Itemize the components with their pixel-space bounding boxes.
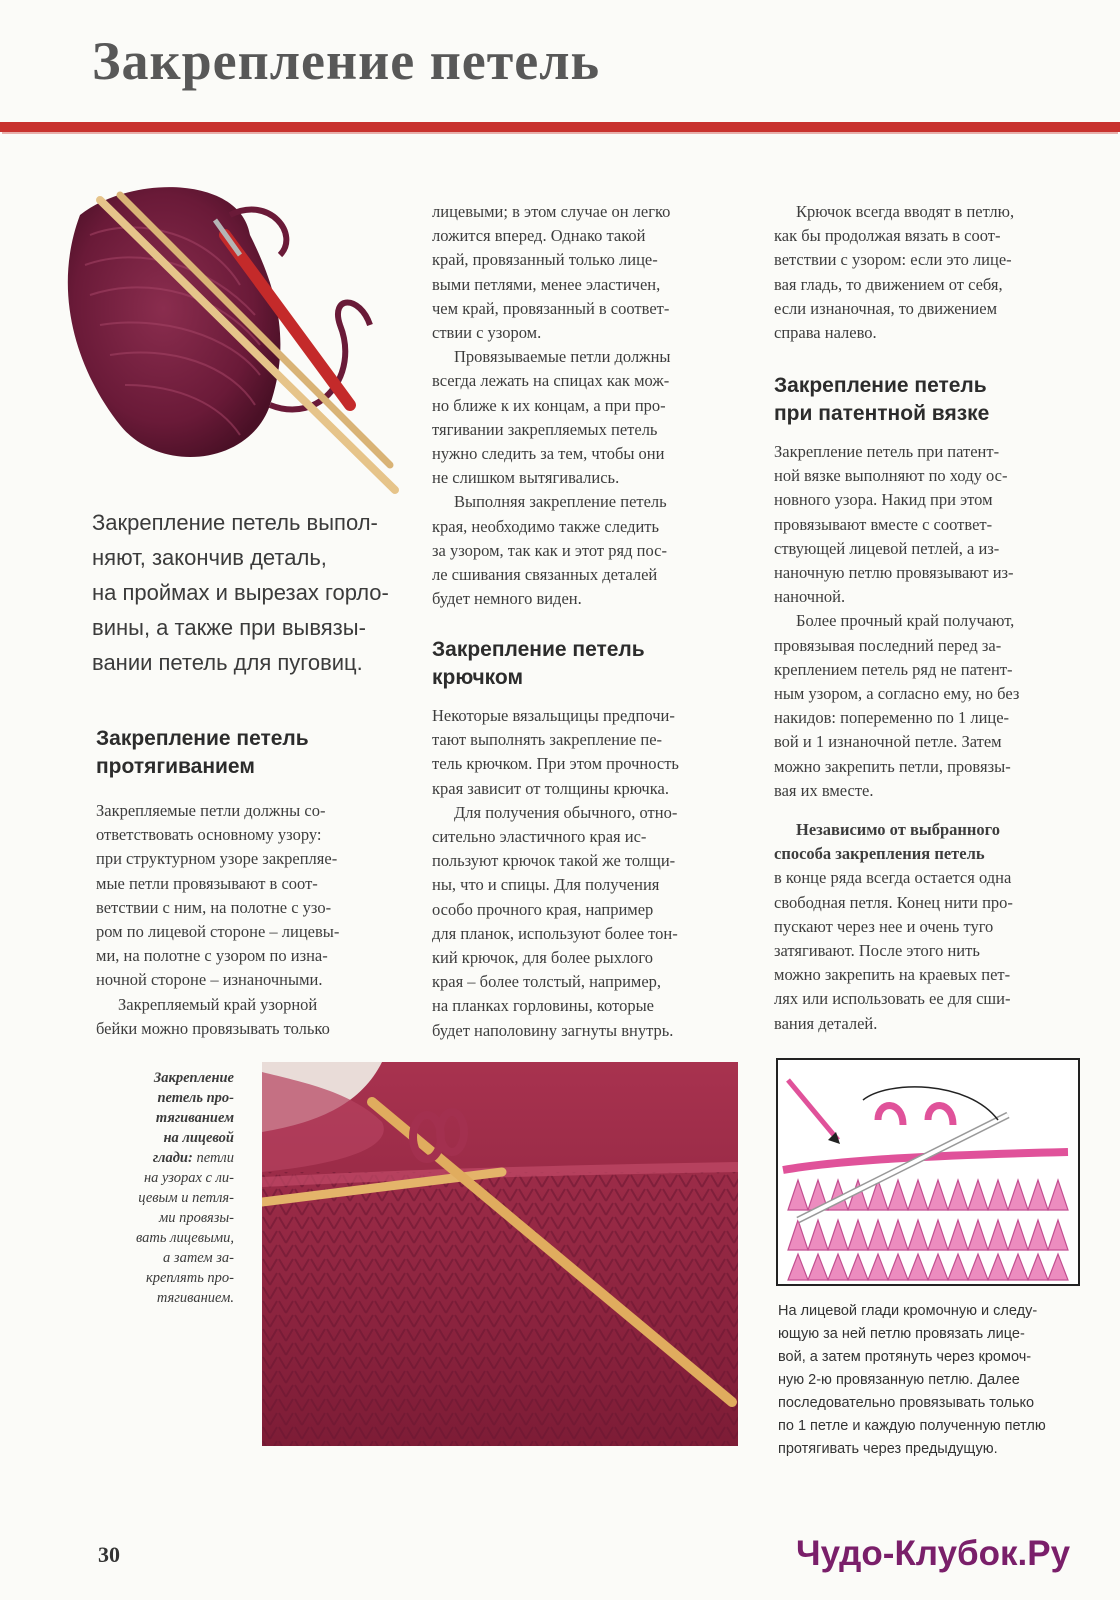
section-pulling-through <box>96 725 401 1041</box>
column-middle: лицевыми; в этом случае он легко ложится вперед. Однако такой край, провязанный только лице- выми петлями, менее эластичен, чем край, провязанный в соответ- ствии с узором. Провязываемые петли должны всегда лежать на спицах как мож- но ближе к их концам, а при про- тягивании закрепляемых петель нужно следить за тем, чтобы они не слишком вытягивались. Выполняя закрепление петель края, необходимо также следить за узором, так как и этот ряд пос- ле сшивания связанных деталей будет немного виден. <box>432 202 671 609</box>
section-heading: Закрепление петель при патентной вязке <box>774 374 990 425</box>
paragraph: Закрепляемые петли должны со- ответствовать основному узору: при структурном узоре закрепляе- мые петли провязывают в соот- ветствии с ним, на полотне с узо- ром по лицевой стороне – лицевы- ми, на полотне с узором по изна- ночной стороне – изнаночными. Закрепляемый край узорной бейки можно провязывать только <box>96 801 340 1038</box>
section-heading: Закрепление петель протягиванием <box>96 727 309 778</box>
site-watermark: Чудо-Клубок.Ру <box>796 1534 1071 1573</box>
column-right: Крючок всегда вводят в петлю, как бы продолжая вязать в соот- ветствии с узором: если это лице- вая гладь, то движением от себя, если изнаночная, то движением справа налево. <box>774 202 1015 343</box>
page-title: Закрепление петель <box>92 31 601 91</box>
photo-caption: Закрепление петель про- тягиванием на лицевой глади: петли на узорах с ли- цевым и петля- ми провязы- вать лицевыми, а затем за- креплять про- тягиванием. <box>135 1070 234 1306</box>
section-patent-knit: Закрепление петель при патентной вязке Закрепление петель при патент- ной вязке выполняют по ходу ос- новного узора. Накид при этом провязывают вместе с соответ- ствующей лицевой петлей, а из- наночную петлю провязывают из- наночной. Более прочный край получают, провязывая последний перед за- креплением петель ряд не патент- ным узором, а согласно ему, но без накидов: попеременно по 1 лице- вой и 1 изнаночной петле. Затем можно закрепить петли, провязы- вая их вместе. <box>774 372 1084 803</box>
diagram-caption: На лицевой глади кромочную и следу- ющую за ней петлю провязать лице- вой, а затем протянуть через кромоч- ную 2-ю провязанную петлю. Далее последовательно провязывать только по 1 петле и каждую полученную петлю протягивать через предыдущую. <box>778 1303 1046 1457</box>
title-rule <box>0 122 1120 132</box>
section-crochet-hook: Закрепление петель крючком Некоторые вязальщицы предпочи- тают выполнять закрепление пе- тель крючком. При этом прочность края зависит от толщины крючка. Для получения обычного, отно- сительно эластичного края ис- пользуют крючок такой же толщи- ны, что и спицы. Для получения особо прочного края, например для планок, используют более тон- кий крючок, для более рыхлого края – более толстый, например, на планках горловины, которые будет наполовину загнуты внутрь. <box>432 636 737 1043</box>
knitted-fabric-photo <box>262 1062 738 1446</box>
note-paragraph: Независимо от выбранного способа закрепления петель в конце ряда всегда остается одна свободная петля. Конец нити про- пускают через нее и очень туго затягивают. После этого нить можно закрепить на краевых пет- лях или использовать ее для сши- вания деталей. <box>774 820 1013 1033</box>
stitch-diagram <box>776 1058 1080 1286</box>
section-heading: Закрепление петель крючком <box>432 638 645 689</box>
yarn-skein-photo <box>40 175 410 495</box>
lead-paragraph: Закрепление петель выпол- няют, закончив деталь, на проймах и вырезах горло- вины, а также при вывязы- вании петель для пуговиц. <box>92 510 389 675</box>
page-number: 30 <box>98 1542 120 1567</box>
